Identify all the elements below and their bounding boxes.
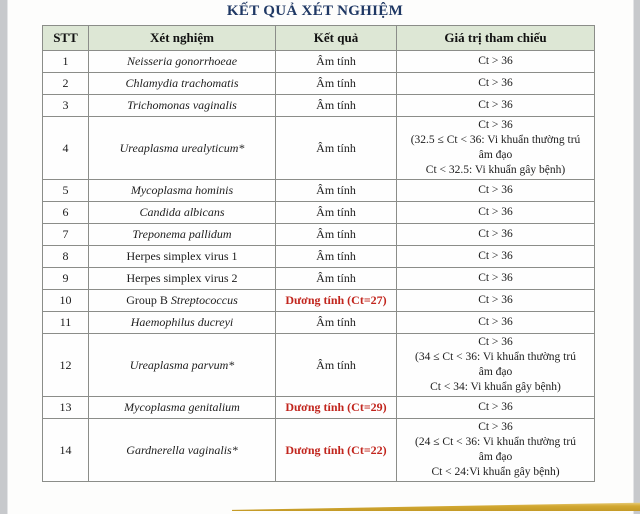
result-positive: Dương tính (Ct=29)	[276, 397, 397, 419]
reference-line: Ct > 36	[478, 401, 513, 413]
header-test: Xét nghiệm	[89, 26, 276, 51]
test-name-plain: Group B	[126, 293, 171, 307]
test-name-scientific: Mycoplasma genitalium	[124, 400, 240, 414]
test-name	[89, 95, 276, 117]
reference-value	[397, 268, 595, 290]
table-row	[43, 397, 595, 419]
row-number: 6	[43, 202, 89, 224]
reference-value	[397, 419, 595, 482]
reference-line: Ct > 36	[478, 99, 513, 111]
row-number: 5	[43, 180, 89, 202]
reference-line: Ct < 32.5: Vi khuẩn gây bệnh)	[425, 164, 566, 176]
reference-line: (24 ≤ Ct < 36: Vi khuẩn thường trú	[415, 436, 576, 448]
row-number: 3	[43, 95, 89, 117]
test-name	[89, 334, 276, 397]
table-row	[43, 202, 595, 224]
result-negative: Âm tính	[276, 73, 397, 95]
result-negative: Âm tính	[276, 202, 397, 224]
reference-line: Ct > 36	[478, 272, 513, 284]
reference-line: Ct > 36	[478, 55, 513, 67]
reference-value	[397, 73, 595, 95]
test-results-table	[42, 25, 595, 482]
table-row	[43, 268, 595, 290]
reference-line: Ct > 36	[478, 316, 513, 328]
table-row	[43, 290, 595, 312]
reference-line: Ct > 36	[478, 228, 513, 240]
result-negative: Âm tính	[276, 95, 397, 117]
page-title: KẾT QUẢ XÉT NGHIỆM	[226, 3, 404, 19]
reference-line: Ct > 36	[478, 119, 513, 131]
result-negative: Âm tính	[276, 180, 397, 202]
row-number: 1	[43, 51, 89, 73]
test-name-scientific: Chlamydia trachomatis	[125, 76, 239, 90]
reference-value	[397, 51, 595, 73]
test-name-scientific: Treponema pallidum	[132, 227, 232, 241]
reference-value	[397, 180, 595, 202]
photo-edge-right	[633, 0, 640, 514]
test-name	[89, 202, 276, 224]
table-row	[43, 117, 595, 180]
reference-line: Ct < 34: Vi khuẩn gây bệnh)	[430, 381, 561, 393]
reference-line: Ct > 36	[478, 294, 513, 306]
test-name-scientific: Streptococcus	[170, 293, 238, 307]
table-row	[43, 419, 595, 482]
reference-line: Ct > 36	[478, 250, 513, 262]
test-name	[89, 246, 276, 268]
table-row	[43, 51, 595, 73]
test-name	[89, 180, 276, 202]
test-name	[89, 312, 276, 334]
reference-value	[397, 246, 595, 268]
reference-line: âm đạo	[478, 451, 513, 463]
row-number: 7	[43, 224, 89, 246]
test-name	[89, 290, 276, 312]
row-number: 12	[43, 334, 89, 397]
reference-value	[397, 202, 595, 224]
row-number: 11	[43, 312, 89, 334]
reference-line: Ct > 36	[478, 336, 513, 348]
row-number: 13	[43, 397, 89, 419]
test-name-plain: Herpes simplex virus 1	[126, 249, 238, 263]
test-name	[89, 73, 276, 95]
test-name-scientific: Mycoplasma hominis	[130, 183, 234, 197]
test-name	[89, 117, 276, 180]
row-number: 14	[43, 419, 89, 482]
reference-line: (34 ≤ Ct < 36: Vi khuẩn thường trú	[415, 351, 576, 363]
header-reference: Giá trị tham chiếu	[397, 26, 595, 51]
test-name	[89, 419, 276, 482]
test-name	[89, 51, 276, 73]
reference-line: Ct > 36	[478, 184, 513, 196]
reference-value	[397, 117, 595, 180]
reference-value	[397, 334, 595, 397]
reference-line: Ct > 36	[478, 421, 513, 433]
row-number: 9	[43, 268, 89, 290]
table-row	[43, 95, 595, 117]
result-negative: Âm tính	[276, 224, 397, 246]
test-name	[89, 397, 276, 419]
result-positive: Dương tính (Ct=22)	[276, 419, 397, 482]
reference-line: Ct > 36	[478, 206, 513, 218]
result-positive: Dương tính (Ct=27)	[276, 290, 397, 312]
test-name-scientific: Gardnerella vaginalis*	[126, 442, 238, 457]
table-row	[43, 73, 595, 95]
reference-line: Ct > 36	[478, 77, 513, 89]
reference-line: Ct < 24:Vi khuẩn gây bệnh)	[431, 466, 560, 478]
reference-value	[397, 95, 595, 117]
row-number: 2	[43, 73, 89, 95]
result-negative: Âm tính	[276, 117, 397, 180]
result-negative: Âm tính	[276, 334, 397, 397]
table-row	[43, 180, 595, 202]
header-stt: STT	[43, 26, 89, 51]
reference-value	[397, 224, 595, 246]
row-number: 4	[43, 117, 89, 180]
table-row	[43, 312, 595, 334]
reference-value	[397, 312, 595, 334]
test-name-scientific: Neisseria gonorrhoeae	[126, 54, 238, 68]
test-name-scientific: Haemophilus ducreyi	[130, 315, 234, 329]
reference-line: âm đạo	[478, 366, 513, 378]
test-name	[89, 224, 276, 246]
test-name-scientific: Trichomonas vaginalis	[127, 98, 237, 112]
result-negative: Âm tính	[276, 246, 397, 268]
test-name-scientific: Candida albicans	[139, 205, 225, 219]
test-name	[89, 268, 276, 290]
table-row	[43, 334, 595, 397]
table-row	[43, 246, 595, 268]
table-row	[43, 224, 595, 246]
reference-line: (32.5 ≤ Ct < 36: Vi khuẩn thường trú	[410, 134, 581, 146]
test-name-plain: Herpes simplex virus 2	[126, 271, 238, 285]
photo-edge-left	[0, 0, 8, 514]
result-negative: Âm tính	[276, 268, 397, 290]
reference-line: âm đạo	[478, 149, 513, 161]
row-number: 10	[43, 290, 89, 312]
gold-footer-swoosh	[232, 502, 640, 511]
table-header-row	[43, 26, 595, 51]
result-negative: Âm tính	[276, 51, 397, 73]
result-negative: Âm tính	[276, 312, 397, 334]
reference-value	[397, 397, 595, 419]
header-result: Kết quả	[276, 26, 397, 51]
row-number: 8	[43, 246, 89, 268]
test-name-scientific: Ureaplasma urealyticum*	[119, 140, 245, 155]
reference-value	[397, 290, 595, 312]
test-name-scientific: Ureaplasma parvum*	[129, 357, 235, 372]
